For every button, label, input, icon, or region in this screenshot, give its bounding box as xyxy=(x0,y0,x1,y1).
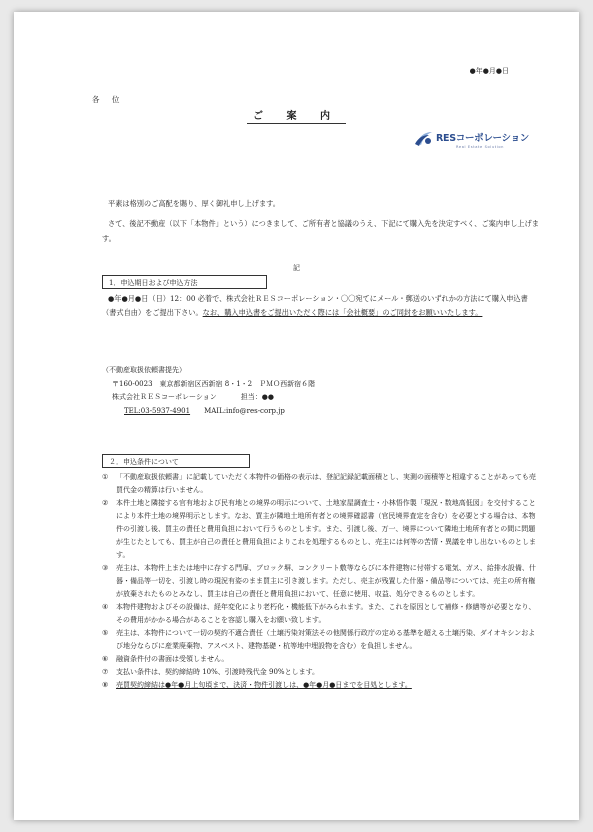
condition-number: ⑥ xyxy=(102,655,109,663)
contact-company: 株式会社ＲＥＳコーポレーション xyxy=(112,393,217,401)
section1-heading: 1．申込期日および申込方法 xyxy=(102,275,267,289)
company-logo xyxy=(414,127,529,159)
contact-person: 担当：●● xyxy=(240,393,274,401)
greeting: 平素は格別のご高配を賜り、厚く御礼申し上げます。 xyxy=(108,199,280,208)
document-title xyxy=(14,107,579,122)
condition-number: ⑦ xyxy=(102,668,109,676)
contact-block xyxy=(102,364,315,418)
condition-text: 支払い条件は、契約締結時 10%、引渡時残代金 90%とします。 xyxy=(116,668,320,676)
condition-item xyxy=(102,666,542,679)
addressee: 各 位 xyxy=(92,95,125,104)
contact-tel-link[interactable]: TEL:03-5937-4901 xyxy=(124,406,191,415)
conditions-list xyxy=(102,471,542,692)
title-text: ご 案 内 xyxy=(247,111,346,124)
condition-item xyxy=(102,601,542,627)
logo-mark-icon xyxy=(414,129,434,147)
condition-text: 本物件建物およびその設備は、経年変化により老朽化・機能低下がみられます。また、これを原因として補修・修繕等が必要となり、その費用がかかる場合があることを容認し購入をお願い致します。 xyxy=(116,603,536,624)
intro-paragraph: さて、後記不動産（以下「本物件」という）につきまして、ご所有者と協議のうえ、下記にて購入先を決定すべく、ご案内申し上げます。 xyxy=(102,219,539,243)
section1-paragraph xyxy=(102,292,538,319)
condition-item xyxy=(102,471,542,497)
condition-text: 売買契約締結は●年●月上旬頃まで、決済・物件引渡しは、●年●月●日までを目処とします。 xyxy=(116,681,412,689)
condition-number: ② xyxy=(102,499,109,507)
condition-number: ⑤ xyxy=(102,629,109,637)
condition-number: ① xyxy=(102,473,109,481)
contact-address: 〒160-0023 東京都新宿区西新宿 8・1・2 ＰＭＯ西新宿６階 xyxy=(112,379,316,388)
contact-label: （不動産取扱依頼書提先） xyxy=(102,366,186,374)
condition-item xyxy=(102,679,542,692)
document-date: ●年●月●日 xyxy=(469,67,509,75)
condition-text: 売主は、本物件について一切の契約不適合責任（土壌汚染対策法その他関係行政庁の定める基準を超える土壌汚染、ダイオキシンおよび地分ならびに産業廃棄物、アスベスト、建物基礎・杭等地中埋設物を含む）を負担しません。 xyxy=(116,629,536,650)
condition-text: 融資条件付の書面は受領しません。 xyxy=(116,655,229,663)
section1-underlined-text: なお、購入申込書をご提出いただく際には「会社概要」のご同封をお願いいたします。 xyxy=(202,307,483,317)
condition-text: 「不動産取扱依頼書」に記載していただく本物件の価格の表示は、登記記録記載面積とし、実測の面積等と相違することがあっても売買代金の精算は行いません。 xyxy=(116,473,536,494)
condition-number: ③ xyxy=(102,564,109,572)
logo-tagline: Real Estate Solution xyxy=(456,145,505,149)
contact-tel-row xyxy=(102,405,315,419)
section2-heading: ２．申込条件について xyxy=(102,454,250,468)
condition-item xyxy=(102,653,542,666)
condition-item xyxy=(102,497,542,562)
condition-number: ⑧ xyxy=(102,681,109,689)
ki-heading: 記 xyxy=(293,264,300,272)
condition-number: ④ xyxy=(102,603,109,611)
condition-text: 売主は、本物件上または地中に存する門扉、ブロック塀、コンクリート敷等ならびに本件建物に付帯する電気、ガス、給排水設備、什器・備品等一切を、引渡し時の現況有姿のまま買主に引き渡します。ただし、売主が残置した什器・備品等については、売主の所有権が放棄されたものとみなし、買主は自己の責任と費用負担において、任意に使用、収益、処分できるものとします。 xyxy=(116,564,536,598)
logo-name: RESコーポレーション xyxy=(436,133,529,144)
contact-company-row xyxy=(102,391,315,405)
document-page xyxy=(14,12,579,820)
contact-mail[interactable]: MAIL:info@res-corp.jp xyxy=(204,406,285,415)
section1-text: ●年●月●日（日）12：00 必着で、株式会社ＲＥＳコーポレーション・〇〇宛てにメール・郵送のいずれかの方法にて購入申込書（書式自由）をご提出下さい。 xyxy=(102,294,528,317)
condition-item xyxy=(102,627,542,653)
condition-text: 本件土地と隣接する官有地および民有地との境界の明示について、土地家屋調査士・小林悟作製「現況・数地高低図」を交付することにより本件土地の境界明示とします。なお、買主が隣地土地所有者との境界確認書（官民境界査定を含む）を必要とする場合は、本物件の引渡し後、買主の責任と費用負担において行うものとします。また、引渡し後、万一、境界について隣地土地所有者との間に問題が生じたとしても、買主が自己の責任と費用負担によりこれを処理するものとし、売主には何等の苦情・異議を申し出ないものとします。 xyxy=(116,499,536,559)
condition-item xyxy=(102,562,542,601)
